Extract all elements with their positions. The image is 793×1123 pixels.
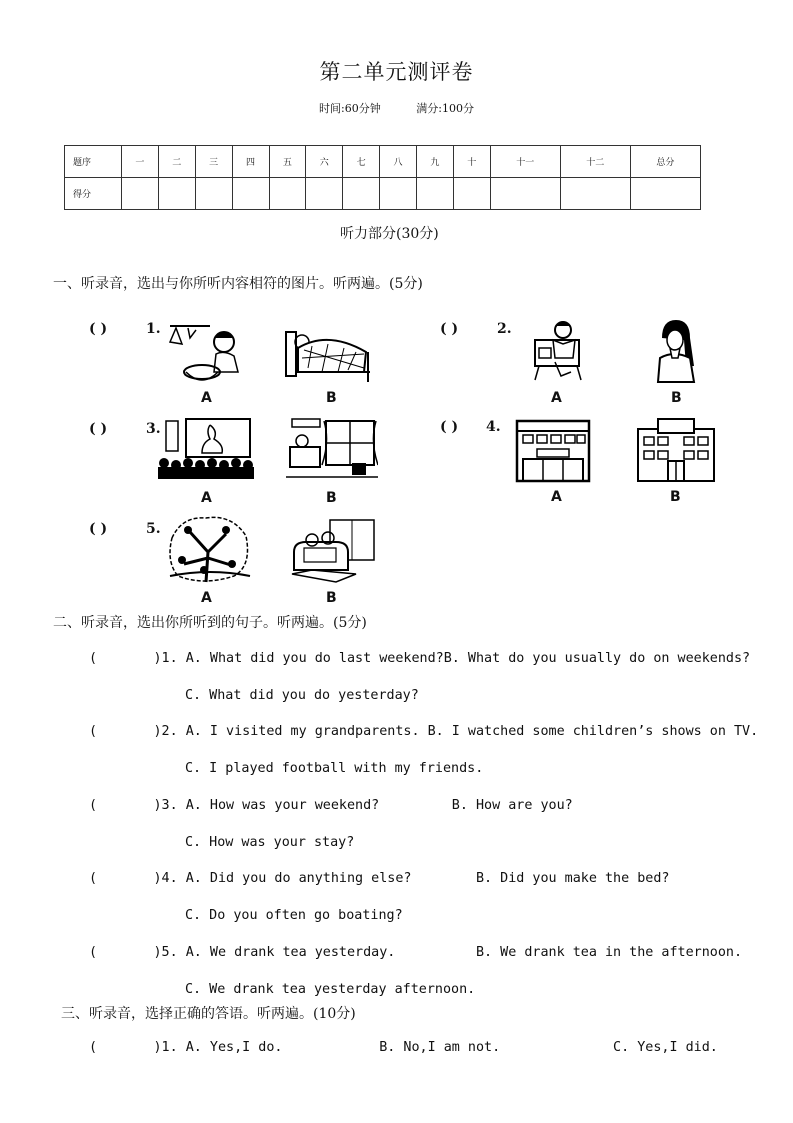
family-on-sofa-icon bbox=[290, 518, 378, 584]
answer-blank[interactable]: ( ) bbox=[89, 321, 108, 337]
score-table-header: 一 bbox=[122, 146, 159, 178]
option-label-a: A bbox=[551, 390, 562, 406]
question-line[interactable]: ( )4. A. Did you do anything else? B. Did you make the bed? bbox=[89, 871, 670, 886]
part1-heading: 一、听录音，选出与你所听内容相符的图片。听两遍。(5分) bbox=[53, 276, 423, 292]
answer-blank[interactable]: ( ) bbox=[440, 321, 459, 337]
girl-sneezing-icon bbox=[652, 318, 698, 384]
school-building-icon bbox=[634, 415, 718, 483]
sleeping-in-bed-icon bbox=[282, 318, 374, 386]
score-table-header: 十一 bbox=[490, 146, 560, 178]
score-table-header: 总分 bbox=[630, 146, 700, 178]
score-cell[interactable] bbox=[453, 178, 490, 210]
option-label-b: B bbox=[671, 390, 682, 406]
score-table-header-row bbox=[65, 146, 701, 178]
part2-heading: 二、听录音，选出你所听到的句子。听两遍。(5分) bbox=[53, 615, 367, 631]
score-cell[interactable] bbox=[490, 178, 560, 210]
option-label-b: B bbox=[670, 489, 681, 505]
option-label-a: A bbox=[201, 390, 212, 406]
cinema-audience-icon bbox=[158, 417, 254, 479]
question-line[interactable]: ( )5. A. We drank tea yesterday. B. We drank tea in the afternoon. bbox=[89, 945, 743, 960]
shop-building-icon bbox=[515, 417, 591, 483]
option-label-b: B bbox=[326, 390, 337, 406]
question-option-c[interactable]: C. I played football with my friends. bbox=[185, 761, 484, 776]
question-line[interactable]: ( )1. A. What did you do last weekend?B. What do you usually do on weekends? bbox=[89, 651, 751, 666]
score-cell[interactable] bbox=[343, 178, 380, 210]
question-line[interactable]: ( )3. A. How was your weekend? B. How are you? bbox=[89, 798, 573, 813]
answer-blank[interactable]: ( ) bbox=[89, 421, 108, 437]
question-option-c[interactable]: C. We drank tea yesterday afternoon. bbox=[185, 982, 476, 997]
reading-in-chair-icon bbox=[525, 318, 591, 384]
score-table-header: 七 bbox=[343, 146, 380, 178]
score-table-header: 八 bbox=[380, 146, 417, 178]
score-table-header: 三 bbox=[195, 146, 232, 178]
score-cell[interactable] bbox=[195, 178, 232, 210]
score-table-header: 题序 bbox=[65, 146, 122, 178]
question-option-c[interactable]: C. What did you do yesterday? bbox=[185, 688, 419, 703]
question-number: 3. bbox=[146, 421, 161, 437]
score-cell[interactable] bbox=[158, 178, 195, 210]
answer-blank[interactable]: ( ) bbox=[440, 419, 459, 435]
living-room-window-icon bbox=[286, 417, 378, 481]
score-cell[interactable] bbox=[232, 178, 269, 210]
question-line[interactable]: ( )1. A. Yes,I do. B. No,I am not. C. Yes,I did. bbox=[89, 1040, 718, 1055]
option-label-a: A bbox=[201, 590, 212, 606]
score-table-header: 四 bbox=[232, 146, 269, 178]
score-table-header: 二 bbox=[158, 146, 195, 178]
exam-meta bbox=[0, 100, 793, 116]
score-cell[interactable] bbox=[122, 178, 159, 210]
option-label-b: B bbox=[326, 490, 337, 506]
part3-heading: 三、听录音，选择正确的答语。听两遍。(10分) bbox=[61, 1006, 356, 1022]
score-cell[interactable] bbox=[560, 178, 630, 210]
question-number: 1. bbox=[146, 321, 161, 337]
question-number: 5. bbox=[146, 521, 161, 537]
score-table-header: 六 bbox=[306, 146, 343, 178]
score-table-header: 九 bbox=[417, 146, 454, 178]
question-number: 2. bbox=[497, 321, 512, 337]
question-option-c[interactable]: C. Do you often go boating? bbox=[185, 908, 403, 923]
score-cell[interactable] bbox=[306, 178, 343, 210]
score-table-header: 十二 bbox=[560, 146, 630, 178]
question-line[interactable]: ( )2. A. I visited my grandparents. B. I watched some children’s shows on TV. bbox=[89, 724, 759, 739]
option-label-a: A bbox=[551, 489, 562, 505]
option-label-b: B bbox=[326, 590, 337, 606]
listening-section-header: 听力部分(30分) bbox=[340, 226, 439, 242]
full-score: 满分:100分 bbox=[416, 102, 474, 115]
score-cell[interactable] bbox=[269, 178, 306, 210]
option-label-a: A bbox=[201, 490, 212, 506]
washing-clothes-icon bbox=[166, 320, 244, 388]
question-number: 4. bbox=[486, 419, 501, 435]
score-table-header: 五 bbox=[269, 146, 306, 178]
answer-blank[interactable]: ( ) bbox=[89, 521, 108, 537]
score-table-score-row bbox=[65, 178, 701, 210]
score-table bbox=[64, 145, 701, 210]
question-option-c[interactable]: C. How was your stay? bbox=[185, 835, 355, 850]
score-cell[interactable] bbox=[417, 178, 454, 210]
score-row-label: 得分 bbox=[65, 178, 122, 210]
time-limit: 时间:60分钟 bbox=[319, 102, 381, 115]
people-in-tree-icon bbox=[166, 514, 252, 584]
score-cell[interactable] bbox=[630, 178, 700, 210]
page-title: 第二单元测评卷 bbox=[319, 60, 474, 84]
score-table-header: 十 bbox=[453, 146, 490, 178]
score-cell[interactable] bbox=[380, 178, 417, 210]
